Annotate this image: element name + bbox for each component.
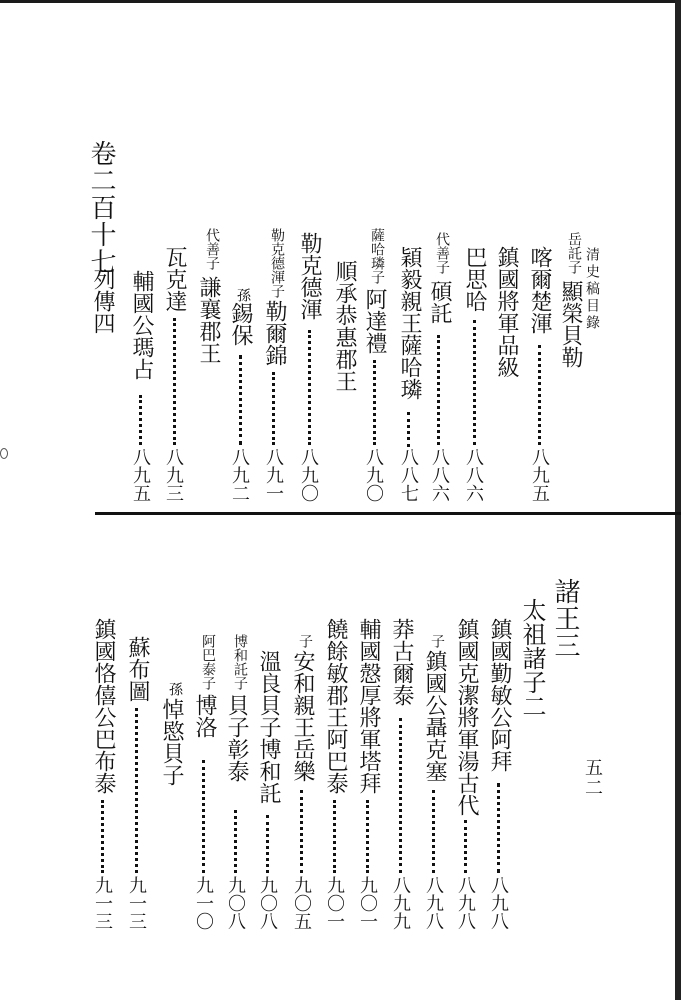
entry-name: 輔國公瑪占 [129, 270, 154, 380]
page-ref: 八八六 [463, 448, 484, 502]
entry-name: 錫保 [228, 302, 253, 346]
entry-relation: 孫 [235, 288, 251, 302]
entry-name: 饒餘敏郡王阿巴泰 [323, 618, 348, 794]
page-ref: 九一〇 [193, 876, 214, 930]
entry-relation: 子 [429, 634, 445, 648]
page-ref: 八九八 [423, 876, 444, 930]
divider-rule [95, 512, 681, 515]
leader-dots [473, 320, 476, 445]
entry-name: 勒克德渾 [297, 232, 322, 320]
page-ref: 九〇五 [291, 876, 312, 930]
entry-name: 鎮國勤敏公阿拜 [487, 618, 512, 772]
entry-name: 鎮國公聶克塞 [422, 650, 447, 782]
page-ref: 八九五 [130, 448, 151, 502]
entry-name: 安和親王岳樂 [290, 650, 315, 782]
entry-name: 貝子彰泰 [224, 694, 249, 782]
leader-dots [173, 318, 176, 445]
entry-name: 鎮國將軍品級 [494, 246, 519, 378]
leader-dots [202, 760, 205, 873]
entry-name: 莽古爾泰 [389, 618, 414, 706]
entry-relation: 代善子 [204, 228, 220, 270]
leader-dots [497, 783, 500, 873]
leader-dots [437, 335, 440, 445]
chapter-volume: 卷二百十七 [86, 140, 116, 275]
page-ref: 九〇八 [225, 876, 246, 930]
page-ref: 八九五 [529, 448, 550, 502]
entry-name: 喀爾楚渾 [527, 246, 552, 334]
page-ref: 八九三 [163, 448, 184, 502]
entry-relation: 子 [297, 634, 313, 648]
entry-relation: 博和託子 [232, 634, 248, 690]
group-title: 太祖諸子二 [518, 598, 546, 718]
entry-name: 穎毅親王薩哈璘 [397, 246, 422, 400]
entry-relation: 薩哈璘子 [369, 228, 385, 284]
page-ref: 九〇一 [357, 876, 378, 930]
page-ref: 八九八 [488, 876, 509, 930]
page-ref: 八九二 [229, 448, 250, 502]
entry-name: 輔國慤厚將軍塔拜 [356, 618, 381, 794]
entry-name: 顯榮貝勒 [558, 280, 583, 368]
leader-dots [308, 330, 311, 445]
leader-dots [464, 820, 467, 873]
leader-dots [239, 355, 242, 445]
leader-dots [538, 345, 541, 445]
page-ref: 八九八 [455, 876, 476, 930]
page-ref: 八九〇 [363, 448, 384, 502]
leader-dots [407, 412, 410, 447]
page-ref: 八九九 [390, 876, 411, 930]
entry-name: 順承恭惠郡王 [332, 260, 357, 392]
entry-relation: 勒克德渾子 [269, 228, 285, 298]
leader-dots [135, 708, 138, 873]
book-title: 清史稿目錄 [584, 247, 600, 332]
leader-dots [234, 810, 237, 873]
leader-dots [101, 800, 104, 873]
entry-name: 悼愍貝子 [159, 698, 184, 786]
entry-relation: 代善子 [434, 232, 450, 274]
page-edge-top [0, 0, 681, 3]
entry-name: 鎮國恪僖公巴布泰 [91, 618, 116, 794]
entry-name: 溫良貝子博和託 [256, 650, 281, 804]
leader-dots [272, 372, 275, 445]
entry-name: 謙襄郡王 [196, 276, 221, 364]
page-ref: 九〇八 [257, 876, 278, 930]
entry-relation: 孫 [167, 682, 183, 696]
entry-name: 鎮國克潔將軍湯古代 [454, 618, 479, 816]
leader-dots [373, 360, 376, 445]
entry-name: 巴思哈 [462, 246, 487, 312]
entry-name: 博洛 [192, 694, 217, 738]
page-ref: 八九一 [263, 448, 284, 502]
chapter-title: 列傳四 [90, 268, 115, 334]
entry-relation: 阿巴泰子 [200, 634, 216, 690]
section-title: 諸王三 [550, 578, 580, 659]
entry-name: 瓦克達 [162, 246, 187, 312]
entry-name: 碩託 [427, 280, 452, 324]
leader-dots [139, 395, 142, 445]
leader-dots [399, 718, 402, 873]
leader-dots [266, 815, 269, 873]
page-number: 五二 [582, 758, 603, 798]
page-ref: 九一三 [92, 876, 113, 930]
entry-relation: 岳託子 [566, 232, 582, 274]
page-ref: 九一三 [126, 876, 147, 930]
page-ref: 八九〇 [298, 448, 319, 502]
leader-dots [300, 790, 303, 873]
page-ref: 九〇一 [324, 876, 345, 930]
leader-dots [366, 800, 369, 873]
leader-dots [333, 800, 336, 873]
page-ref: 八八七 [398, 448, 419, 502]
ink-speck [0, 448, 8, 459]
entry-name: 阿達禮 [362, 288, 387, 354]
entry-name: 蘇布圖 [125, 636, 150, 702]
page-ref: 八八六 [429, 448, 450, 502]
page-edge-right [675, 0, 681, 1000]
leader-dots [432, 790, 435, 873]
entry-name: 勒爾錦 [262, 300, 287, 366]
